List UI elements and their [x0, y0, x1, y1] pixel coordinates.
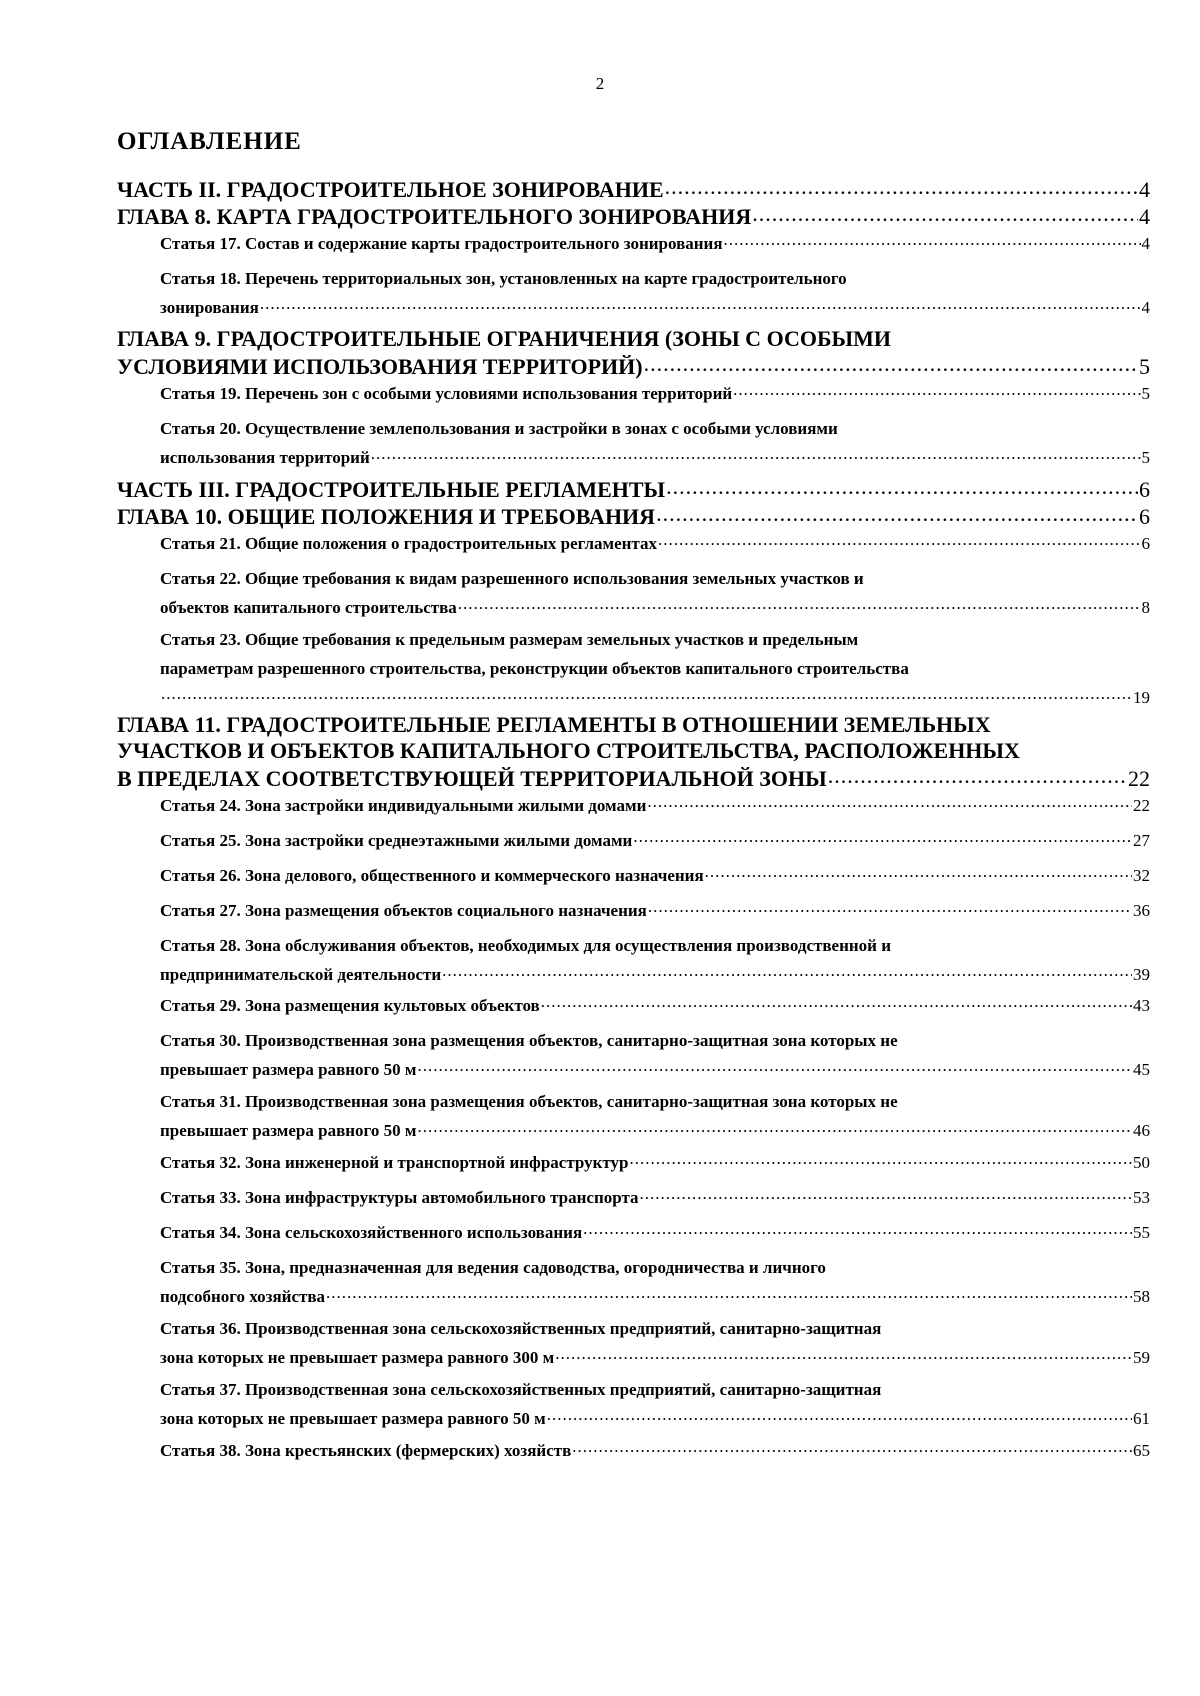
toc-page-number: 32: [1133, 866, 1150, 885]
toc-page-number: 58: [1133, 1287, 1150, 1306]
toc-article-entry[interactable]: [160, 625, 1150, 712]
toc-article-entry[interactable]: [160, 861, 1150, 890]
dot-leader: [260, 296, 1141, 313]
dot-leader: [828, 764, 1127, 786]
toc-page-number: 6: [1139, 504, 1150, 529]
toc-entry-text: параметрам разрешенного строительства, реконструкции объектов капитального строительства: [160, 659, 909, 678]
dot-leader: [665, 175, 1138, 197]
toc-entry-text: превышает размера равного 50 м: [160, 1060, 417, 1079]
dot-leader: [371, 446, 1141, 463]
dot-leader: [417, 1119, 1132, 1136]
toc-entry-text: Статья 28. Зона обслуживания объектов, необходимых для осуществления производственной и: [160, 936, 892, 955]
toc-article-entry[interactable]: [160, 414, 1150, 472]
toc-entry-text: Статья 31. Производственная зона размещения объектов, санитарно-защитная зона которых не: [160, 1092, 898, 1111]
toc-entry-text: зонирования: [160, 298, 259, 317]
toc-article-entry[interactable]: [160, 1375, 1150, 1433]
toc-entry-text: превышает размера равного 50 м: [160, 1121, 417, 1140]
toc-page-number: 6: [1139, 477, 1150, 502]
toc-page-number: 22: [1133, 796, 1150, 815]
dot-leader: [458, 596, 1141, 613]
toc-entry-text: Статья 30. Производственная зона размещения объектов, санитарно-защитная зона которых не: [160, 1031, 898, 1050]
page-number: 2: [595, 74, 605, 93]
toc-entry-text: Статья 17. Состав и содержание карты градостроительного зонирования: [160, 234, 723, 253]
dot-leader: [633, 829, 1132, 846]
toc-entry-text: объектов капитального строительства: [160, 598, 457, 617]
toc-page-number: 43: [1133, 996, 1150, 1015]
toc-article-entry[interactable]: [160, 379, 1150, 408]
toc-entry-text: зона которых не превышает размера равного 50 м: [160, 1409, 546, 1428]
toc-page-number: 45: [1133, 1060, 1150, 1079]
toc-entry-text: Статья 38. Зона крестьянских (фермерских) хозяйств: [160, 1441, 572, 1460]
dot-leader: [555, 1346, 1132, 1363]
toc-entry-text: Статья 25. Зона застройки среднеэтажными жилыми домами: [160, 831, 633, 850]
toc-page-number: 4: [1139, 177, 1150, 202]
toc-page-number: 19: [1133, 688, 1150, 707]
toc-entry-text: использования территорий: [160, 448, 370, 467]
toc-page-number: 5: [1139, 354, 1150, 379]
toc-article-entry[interactable]: [160, 896, 1150, 925]
dot-leader: [640, 1186, 1132, 1203]
toc-page-number: 5: [1141, 384, 1150, 403]
toc-entry-text: Статья 35. Зона, предназначенная для ведения садоводства, огородничества и личного: [160, 1258, 826, 1277]
toc-article-entry[interactable]: [160, 931, 1150, 989]
toc-article-entry[interactable]: [160, 1314, 1150, 1372]
toc-article-entry[interactable]: [160, 826, 1150, 855]
toc-entry-text: ГЛАВА 8. КАРТА ГРАДОСТРОИТЕЛЬНОГО ЗОНИРОВАНИЯ: [117, 204, 752, 229]
toc-page-number: 53: [1133, 1188, 1150, 1207]
toc-page-number: 4: [1141, 298, 1150, 317]
toc-article-entry[interactable]: [160, 1183, 1150, 1212]
dot-leader: [647, 794, 1132, 811]
toc-heading-entry[interactable]: [117, 475, 1150, 503]
dot-leader: [161, 686, 1132, 703]
toc-page-number: 36: [1133, 901, 1150, 920]
toc-article-entry[interactable]: [160, 1253, 1150, 1311]
dot-leader: [572, 1439, 1132, 1456]
dot-leader: [648, 899, 1132, 916]
dot-leader: [326, 1285, 1132, 1302]
toc-heading-entry[interactable]: [117, 326, 1150, 380]
dot-leader: [733, 382, 1140, 399]
toc-entry-text: Статья 21. Общие положения о градостроительных регламентах: [160, 534, 657, 553]
dot-leader: [752, 202, 1138, 224]
toc-page-number: 55: [1133, 1223, 1150, 1242]
toc-entry-text: ГЛАВА 10. ОБЩИЕ ПОЛОЖЕНИЯ И ТРЕБОВАНИЯ: [117, 504, 656, 529]
toc-entry-text: подсобного хозяйства: [160, 1287, 326, 1306]
toc-entry-text: Статья 18. Перечень территориальных зон, установленных на карте градостроительного: [160, 269, 847, 288]
dot-leader: [442, 963, 1132, 980]
dot-leader: [644, 352, 1138, 374]
toc-entry-text: ГЛАВА 9. ГРАДОСТРОИТЕЛЬНЫЕ ОГРАНИЧЕНИЯ (ЗОНЫ С ОСОБЫМИ: [117, 326, 891, 351]
dot-leader: [583, 1221, 1132, 1238]
toc-title: ОГЛАВЛЕНИЕ: [117, 128, 302, 155]
toc-page-number: 4: [1139, 204, 1150, 229]
toc-entry-text: Статья 34. Зона сельскохозяйственного использования: [160, 1223, 583, 1242]
toc-article-entry[interactable]: [160, 229, 1150, 258]
toc-entry-text: Статья 27. Зона размещения объектов социального назначения: [160, 901, 647, 920]
toc-article-entry[interactable]: [160, 1026, 1150, 1084]
toc-page-number: 59: [1133, 1348, 1150, 1367]
toc-page-number: 46: [1133, 1121, 1150, 1140]
toc-entry-text: ЧАСТЬ II. ГРАДОСТРОИТЕЛЬНОЕ ЗОНИРОВАНИЕ: [117, 177, 664, 202]
toc-page-number: 4: [1141, 234, 1150, 253]
toc-heading-entry[interactable]: [117, 712, 1150, 792]
toc-page-number: 39: [1133, 965, 1150, 984]
toc-page-number: 22: [1128, 766, 1150, 791]
toc-entry-text: УСЛОВИЯМИ ИСПОЛЬЗОВАНИЯ ТЕРРИТОРИЙ): [117, 354, 643, 379]
toc-entry-text: Статья 29. Зона размещения культовых объектов: [160, 996, 540, 1015]
toc-heading-entry[interactable]: [117, 202, 1150, 230]
toc-page-number: 61: [1133, 1409, 1150, 1428]
toc-page-number: 27: [1133, 831, 1150, 850]
toc-page-number: 8: [1141, 598, 1150, 617]
dot-leader: [656, 502, 1138, 524]
dot-leader: [629, 1151, 1132, 1168]
toc-entry-text: зона которых не превышает размера равного 300 м: [160, 1348, 555, 1367]
toc-heading-entry[interactable]: [117, 502, 1150, 530]
toc-entry-text: УЧАСТКОВ И ОБЪЕКТОВ КАПИТАЛЬНОГО СТРОИТЕЛЬСТВА, РАСПОЛОЖЕННЫХ: [117, 738, 1020, 763]
dot-leader: [666, 475, 1138, 497]
toc-entry-text: ГЛАВА 11. ГРАДОСТРОИТЕЛЬНЫЕ РЕГЛАМЕНТЫ В ОТНОШЕНИИ ЗЕМЕЛЬНЫХ: [117, 712, 991, 737]
toc-page-number: 50: [1133, 1153, 1150, 1172]
toc-article-entry[interactable]: [160, 1148, 1150, 1177]
toc-article-entry[interactable]: [160, 991, 1150, 1020]
toc-page-number: 6: [1141, 534, 1150, 553]
toc-entry-text: В ПРЕДЕЛАХ СООТВЕТСТВУЮЩЕЙ ТЕРРИТОРИАЛЬНОЙ ЗОНЫ: [117, 766, 827, 791]
toc-entry-text: Статья 22. Общие требования к видам разрешенного использования земельных участков и: [160, 569, 864, 588]
toc-entry-text: Статья 20. Осуществление землепользования и застройки в зонах с особыми условиями: [160, 419, 838, 438]
dot-leader: [705, 864, 1132, 881]
toc-entry-text: Статья 24. Зона застройки индивидуальными жилыми домами: [160, 796, 647, 815]
toc-entry-text: Статья 32. Зона инженерной и транспортной инфраструктур: [160, 1153, 629, 1172]
toc-entry-text: Статья 36. Производственная зона сельскохозяйственных предприятий, санитарно-защитная: [160, 1319, 882, 1338]
toc-entry-text: предпринимательской деятельности: [160, 965, 442, 984]
toc-heading-entry[interactable]: [117, 175, 1150, 203]
toc-entry-text: Статья 26. Зона делового, общественного и коммерческого назначения: [160, 866, 704, 885]
dot-leader: [541, 994, 1132, 1011]
toc-entry-text: Статья 23. Общие требования к предельным размерам земельных участков и предельным: [160, 630, 859, 649]
dot-leader: [724, 232, 1141, 249]
toc-article-entry[interactable]: [160, 529, 1150, 558]
toc-page-number: 65: [1133, 1441, 1150, 1460]
dot-leader: [658, 532, 1141, 549]
toc-page-number: 5: [1141, 448, 1150, 467]
toc-entry-text: Статья 33. Зона инфраструктуры автомобильного транспорта: [160, 1188, 639, 1207]
dot-leader: [417, 1058, 1132, 1075]
toc-entry-text: Статья 37. Производственная зона сельскохозяйственных предприятий, санитарно-защитная: [160, 1380, 882, 1399]
toc-entry-text: Статья 19. Перечень зон с особыми условиями использования территорий: [160, 384, 733, 403]
toc-article-entry[interactable]: [160, 264, 1150, 322]
toc-entry-text: ЧАСТЬ III. ГРАДОСТРОИТЕЛЬНЫЕ РЕГЛАМЕНТЫ: [117, 477, 666, 502]
toc-article-entry[interactable]: [160, 1436, 1150, 1465]
toc-article-entry[interactable]: [160, 1087, 1150, 1145]
toc-article-entry[interactable]: [160, 791, 1150, 820]
toc-article-entry[interactable]: [160, 1218, 1150, 1247]
toc-article-entry[interactable]: [160, 564, 1150, 622]
dot-leader: [547, 1407, 1132, 1424]
